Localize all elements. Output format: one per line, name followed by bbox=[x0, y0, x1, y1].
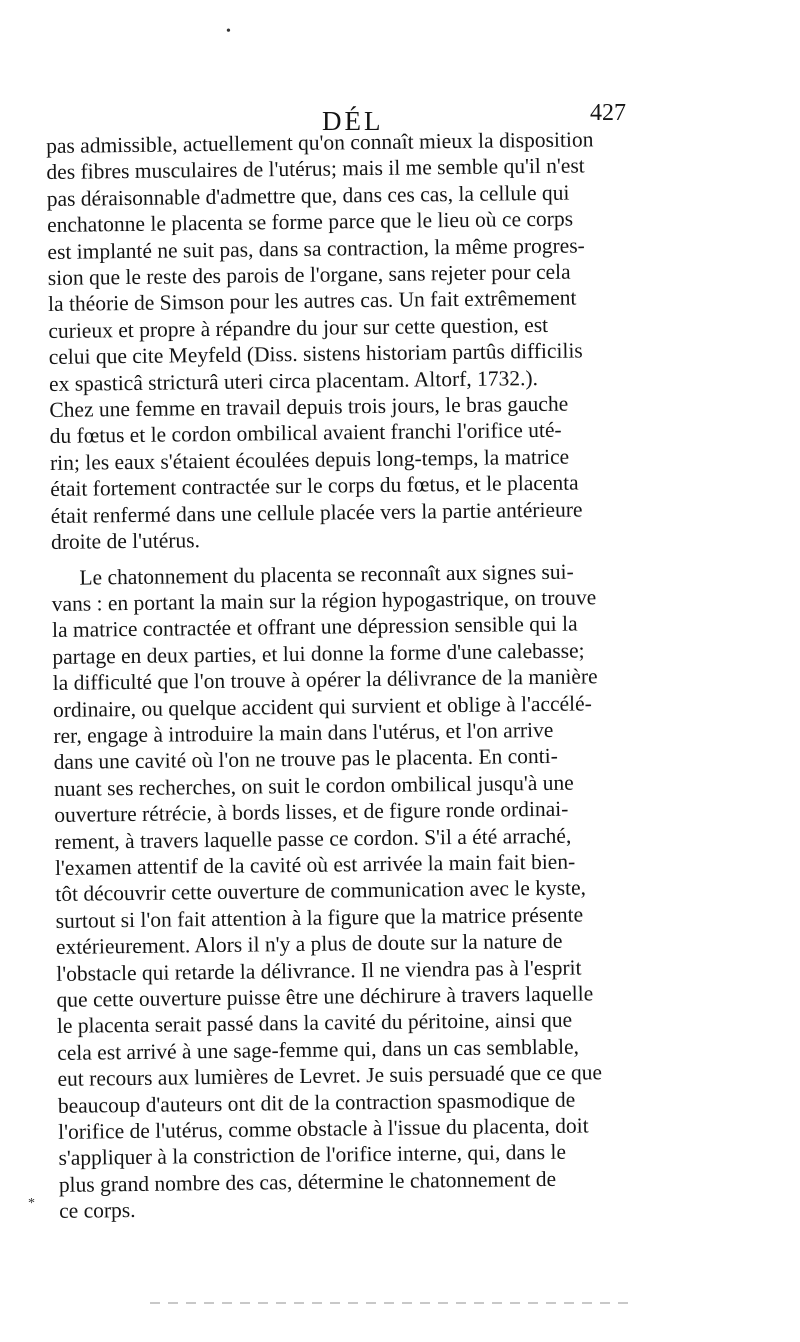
text-line: ordinaire, ou quelque accident qui survient et oblige à l'accélé- bbox=[52, 690, 592, 722]
text-line: l'examen attentif de la cavité où est arrivée la main fait bien- bbox=[54, 849, 576, 880]
text-line: rin; les eaux s'étaient écoulées depuis long-temps, la matrice bbox=[49, 444, 570, 475]
text-line: Chez une femme en travail depuis trois jours, le bras gauche bbox=[49, 391, 569, 423]
text-line: sion que le reste des parois de l'organe, sans rejeter pour cela bbox=[47, 259, 571, 291]
text-line: extérieurement. Alors il n'y a plus de doute sur la nature de bbox=[55, 928, 563, 960]
text-line: la matrice contractée et offrant une dépression sensible qui la bbox=[51, 611, 578, 643]
text-line: était fortement contractée sur le corps du fœtus, et le placenta bbox=[50, 470, 579, 502]
text-line: partage en deux parties, et lui donne la forme d'une calebasse; bbox=[52, 638, 585, 669]
text-line: l'orifice de l'utérus, comme obstacle à l'issue du placenta, doit bbox=[58, 1113, 589, 1144]
text-line: eut recours aux lumières de Levret. Je suis persuadé que ce que bbox=[57, 1060, 603, 1092]
text-line: des fibres musculaires de l'utérus; mais il me semble qu'il n'est bbox=[46, 153, 585, 185]
text-line: tôt découvrir cette ouverture de communication avec le kyste, bbox=[55, 875, 587, 907]
text-line: dans une cavité où l'on ne trouve pas le placenta. En conti- bbox=[53, 744, 558, 775]
bleed-through-line bbox=[150, 1302, 630, 1304]
text-line: ex spasticâ stricturâ uteri circa placentam. Altorf, 1732.). bbox=[48, 365, 539, 396]
text-line: ce corps. bbox=[59, 1198, 136, 1224]
text-line: que cette ouverture puisse être une déchirure à travers laquelle bbox=[56, 981, 594, 1012]
text-line: nuant ses recherches, on suit le cordon ombilical jusqu'à une bbox=[53, 770, 574, 801]
text-line: curieux et propre à répandre du jour sur cette question, est bbox=[48, 312, 549, 343]
text-line: rement, à travers laquelle passe ce cordon. S'il a été arraché, bbox=[54, 823, 572, 854]
paragraph-1 bbox=[46, 126, 661, 556]
body-text bbox=[46, 126, 669, 1225]
text-line: l'obstacle qui retarde la délivrance. Il ne viendra pas à l'esprit bbox=[56, 955, 582, 986]
text-line: la difficulté que l'on trouve à opérer la délivrance de la manière bbox=[52, 664, 598, 696]
running-head: DÉL bbox=[322, 106, 384, 136]
text-line: droite de l'utérus. bbox=[50, 528, 201, 555]
text-line: Le chatonnement du placenta se reconnaît aux signes sui- bbox=[79, 559, 574, 590]
text-line: pas admissible, actuellement qu'on connaît mieux la disposition bbox=[46, 127, 594, 158]
text-line: cela est arrivé à une sage-femme qui, dans un cas semblable, bbox=[57, 1034, 580, 1065]
page-number: 427 bbox=[590, 100, 626, 126]
text-line: vans : en portant la main sur la région hypogastrique, on trouve bbox=[51, 585, 597, 616]
text-line: ouverture rétrécie, à bords lisses, et de figure ronde ordinai- bbox=[54, 796, 569, 828]
text-line: le placenta serait passé dans la cavité du péritoine, ainsi que bbox=[56, 1008, 573, 1039]
text-line: enchatonne le placenta se forme parce que le lieu où ce corps bbox=[46, 206, 574, 238]
text-line: était renfermé dans une cellule placée vers la partie antérieure bbox=[50, 497, 583, 528]
paragraph-2 bbox=[51, 557, 669, 1225]
text-line: plus grand nombre des cas, détermine le chatonnement de bbox=[58, 1166, 557, 1197]
ink-speck: * bbox=[28, 1196, 35, 1211]
text-line: la théorie de Simson pour les autres cas. Un fait extrêmement bbox=[47, 285, 577, 317]
text-line: pas déraisonnable d'admettre que, dans ces cas, la cellule qui bbox=[46, 180, 570, 211]
text-line: rer, engage à introduire la main dans l'utérus, et l'on arrive bbox=[53, 717, 554, 748]
text-line: est implanté ne suit pas, dans sa contraction, la même progres- bbox=[47, 233, 585, 264]
ink-speck: • bbox=[226, 24, 231, 39]
text-line: s'appliquer à la constriction de l'orifice interne, qui, dans le bbox=[58, 1140, 567, 1171]
text-line: celui que cite Meyfeld (Diss. sistens historiam partûs difficilis bbox=[48, 338, 583, 370]
text-line: du fœtus et le cordon ombilical avaient franchi l'orifice uté- bbox=[49, 418, 562, 449]
text-line: beaucoup d'auteurs ont dit de la contraction spasmodique de bbox=[57, 1087, 576, 1118]
text-line: surtout si l'on fait attention à la figure que la matrice présente bbox=[55, 902, 584, 933]
